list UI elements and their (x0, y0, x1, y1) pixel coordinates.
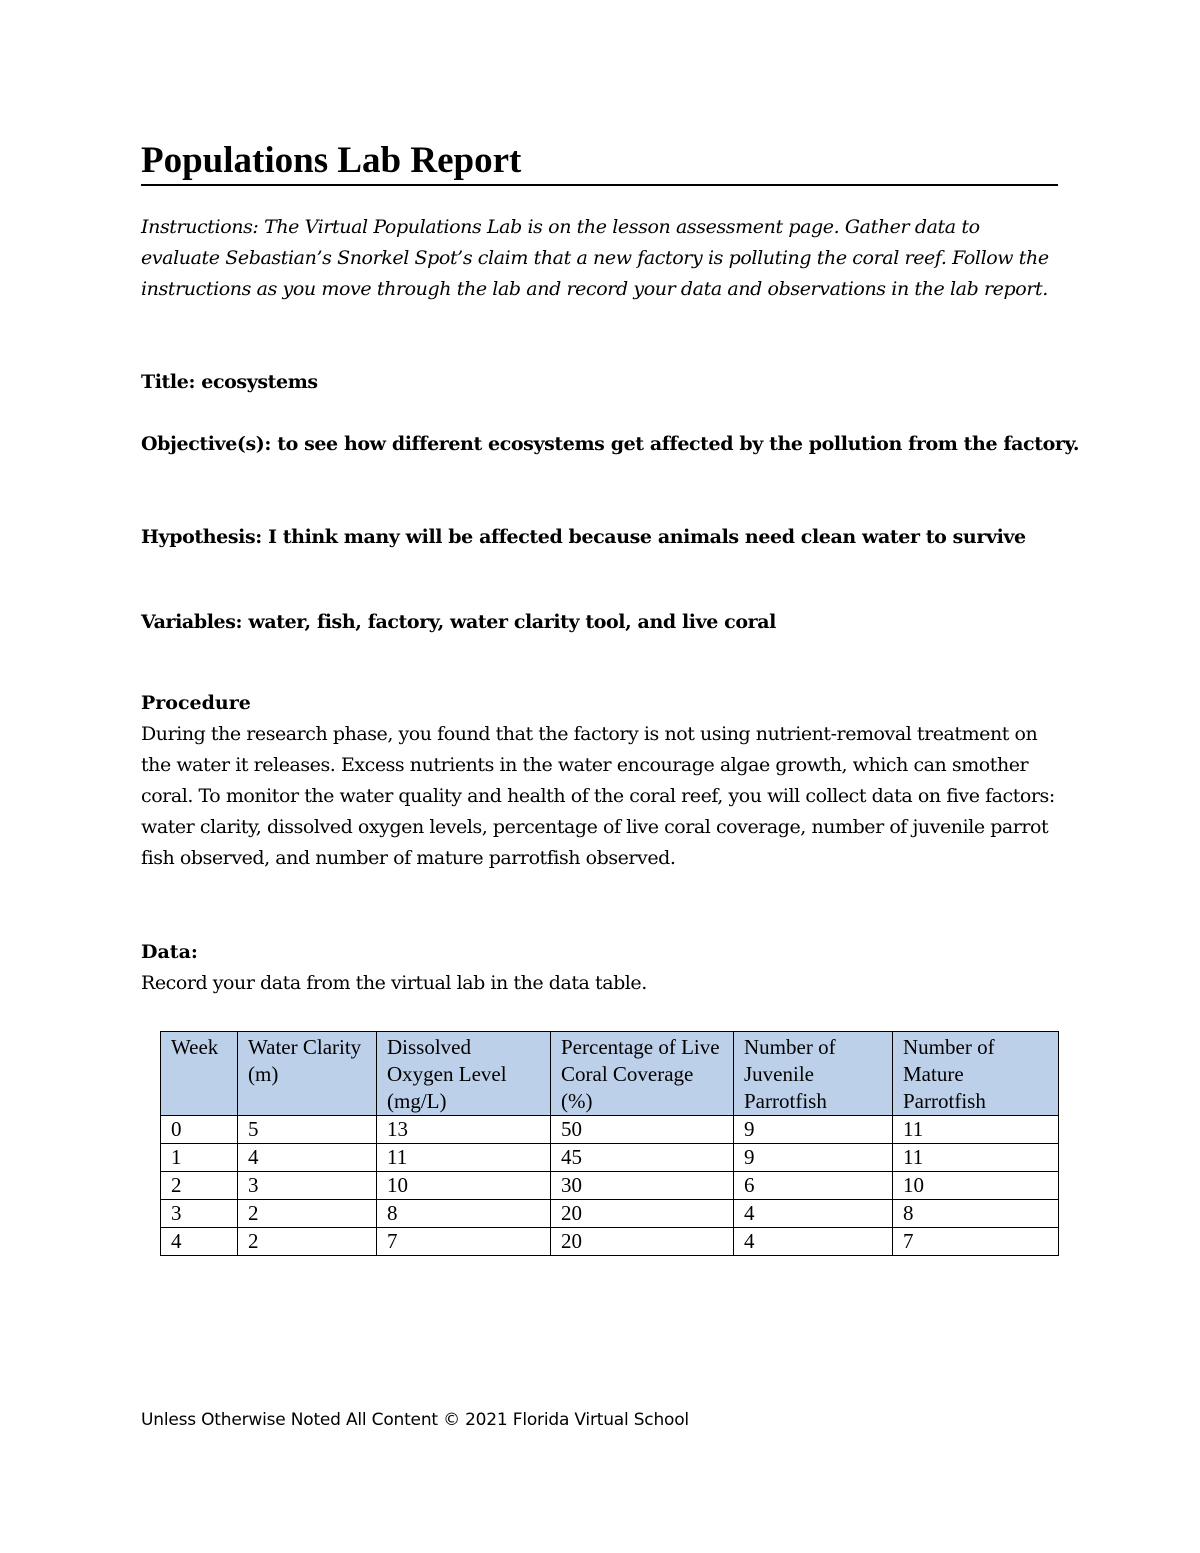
objective-value: to see how different ecosystems get affected by the pollution from the factory. (277, 433, 1080, 455)
table-row (161, 1200, 1059, 1228)
table-cell: 20 (551, 1228, 734, 1256)
table-cell: 13 (377, 1116, 551, 1144)
table-cell: 2 (238, 1200, 377, 1228)
data-heading: Data: (141, 941, 198, 963)
hypothesis-field (141, 522, 1026, 553)
table-row (161, 1228, 1059, 1256)
table-row (161, 1116, 1059, 1144)
table-cell: 4 (734, 1200, 893, 1228)
table-header-row (161, 1032, 1059, 1116)
hypothesis-value: I think many will be affected because animals need clean water to survive (268, 526, 1026, 548)
table-cell: 30 (551, 1172, 734, 1200)
title-field (141, 367, 318, 398)
data-table (160, 1031, 1059, 1256)
header-water-clarity: Water Clarity (m) (238, 1032, 377, 1116)
copyright-footer: Unless Otherwise Noted All Content © 2021 Florida Virtual School (141, 1410, 689, 1430)
page-title: Populations Lab Report (141, 138, 1058, 186)
instructions-text: Instructions: The Virtual Populations Lab is on the lesson assessment page. Gather data to evaluate Sebastian’s Snorkel Spot’s claim that a new factory is polluting the coral reef. Follow the instructions as you move through the lab and record your data and observations in the lab report. (141, 216, 1049, 300)
variables-label: Variables: (141, 611, 243, 633)
table-cell: 11 (893, 1144, 1059, 1172)
table-cell: 4 (161, 1228, 238, 1256)
table-cell: 11 (377, 1144, 551, 1172)
table-cell: 4 (734, 1228, 893, 1256)
table-cell: 11 (893, 1116, 1059, 1144)
header-mature-parrotfish: Number of Mature Parrotfish (893, 1032, 1059, 1116)
data-instructions-text: Record your data from the virtual lab in the data table. (141, 972, 647, 994)
table-cell: 8 (893, 1200, 1059, 1228)
table-cell: 1 (161, 1144, 238, 1172)
table-cell: 20 (551, 1200, 734, 1228)
table-cell: 6 (734, 1172, 893, 1200)
table-cell: 0 (161, 1116, 238, 1144)
table-cell: 5 (238, 1116, 377, 1144)
table-cell: 2 (161, 1172, 238, 1200)
variables-field (141, 607, 776, 638)
variables-value: water, fish, factory, water clarity tool, and live coral (248, 611, 776, 633)
objective-label: Objective(s): (141, 433, 271, 455)
table-cell: 3 (238, 1172, 377, 1200)
table-cell: 9 (734, 1116, 893, 1144)
table-cell: 10 (377, 1172, 551, 1200)
table-row (161, 1144, 1059, 1172)
title-value: ecosystems (201, 371, 318, 393)
table-cell: 7 (893, 1228, 1059, 1256)
table-cell: 45 (551, 1144, 734, 1172)
table-cell: 50 (551, 1116, 734, 1144)
table-cell: 7 (377, 1228, 551, 1256)
table-cell: 3 (161, 1200, 238, 1228)
hypothesis-label: Hypothesis: (141, 526, 262, 548)
procedure-text: During the research phase, you found that the factory is not using nutrient-removal treatment on the water it releases. Excess nutrients in the water encourage algae growth, which can smother coral. To monitor the water quality and health of the coral reef, you will collect data on five factors: water clarity, dissolved oxygen levels, percentage of live coral coverage, number of juvenile parrot fish observed, and number of mature parrotfish observed. (141, 723, 1055, 869)
title-label: Title: (141, 371, 196, 393)
objective-field (141, 429, 1079, 460)
header-week: Week (161, 1032, 238, 1116)
header-dissolved-oxygen: Dissolved Oxygen Level (mg/L) (377, 1032, 551, 1116)
header-juvenile-parrotfish: Number of Juvenile Parrotfish (734, 1032, 893, 1116)
table-cell: 10 (893, 1172, 1059, 1200)
header-live-coral: Percentage of Live Coral Coverage (%) (551, 1032, 734, 1116)
table-row (161, 1172, 1059, 1200)
table-cell: 9 (734, 1144, 893, 1172)
table-cell: 4 (238, 1144, 377, 1172)
procedure-heading: Procedure (141, 692, 251, 714)
table-cell: 2 (238, 1228, 377, 1256)
table-cell: 8 (377, 1200, 551, 1228)
